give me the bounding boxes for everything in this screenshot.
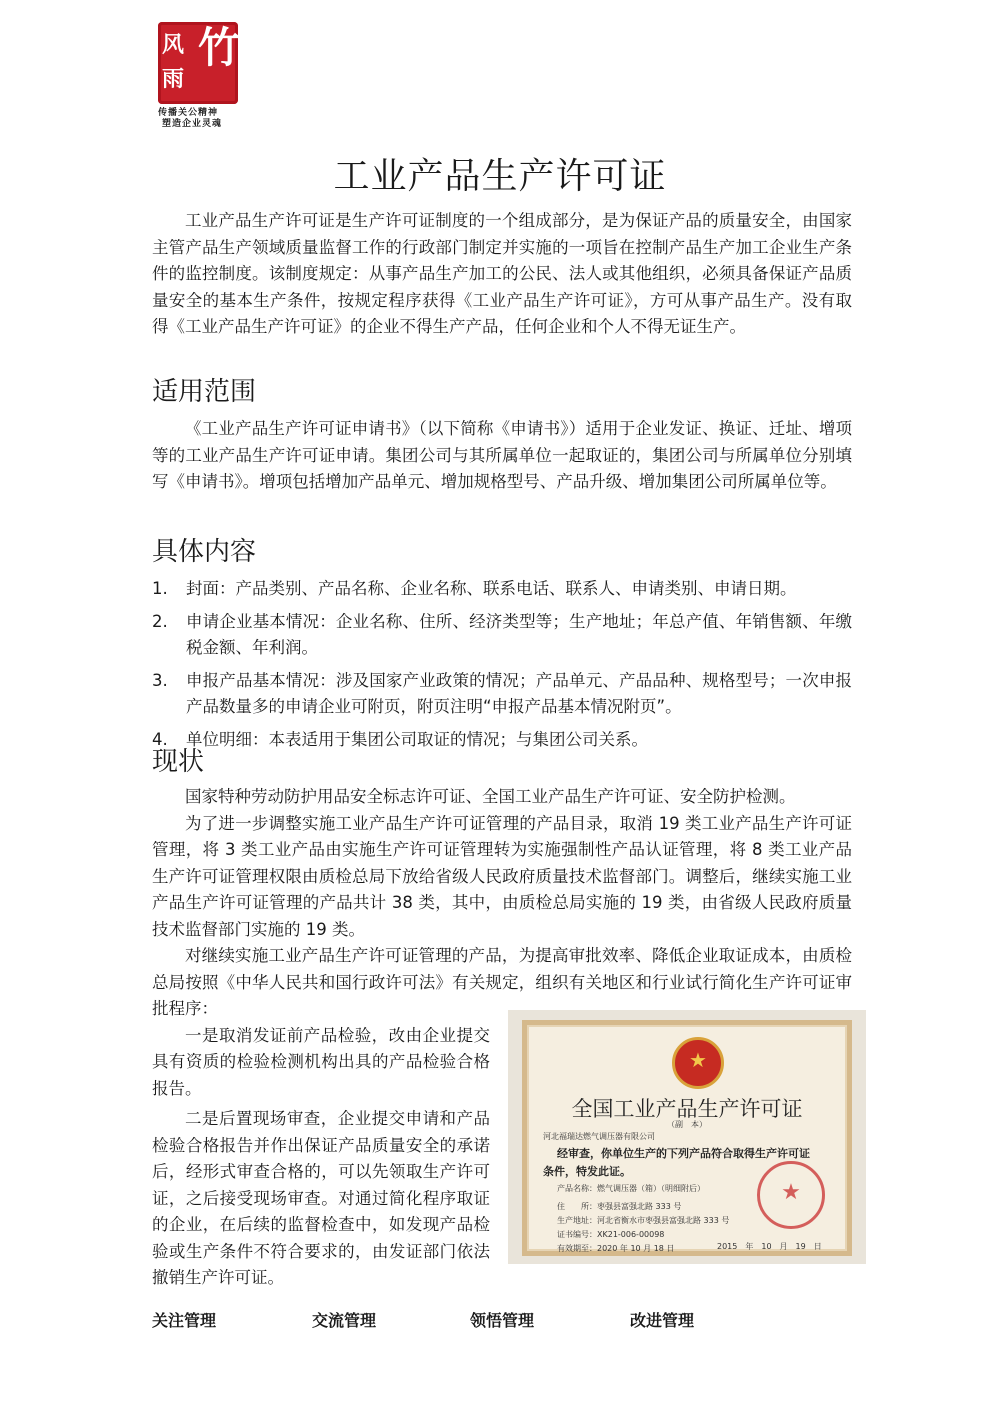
certificate [522,1020,852,1256]
official-stamp-icon: ★ [757,1161,825,1229]
list-number: 3. [152,670,168,690]
intro-paragraph: 工业产品生产许可证是生产许可证制度的一个组成部分，是为保证产品的质量安全，由国家主管产品生产领域质量监督工作的行政部门制定并实施的一项旨在控制产品生产加工企业生产条件的监控制度。该制度规定：从事产品生产加工的公民、法人或其他组织，必须具备保证产品质量安全的基本生产条件，按规定程序获得《工业产品生产许可证》，方可从事产品生产。没有取得《工业产品生产许可证》的企业不得生产产品，任何企业和个人不得无证生产。 [152,211,852,336]
logo-motto [158,108,240,130]
list-number: 2. [152,611,168,631]
seal-char: 风 [162,32,185,58]
list-number: 1. [152,579,168,598]
certificate-product: 产品名称：燃气调压器（箱）（明细附后） [557,1184,705,1193]
motto-line: 传播关公精神 [158,108,219,118]
certificate-production-address: 生产地址：河北省衡水市枣强县富强北路 333 号 [557,1216,730,1225]
details-section [152,532,852,759]
status-paragraph: 为了进一步调整实施工业产品生产许可证管理的产品目录，取消 19 类工业产品生产许可证管理，将 3 类工业产品由实施生产许可证管理转为实施强制性产品认证管理，将 8 类工业产品生产许可证管理权限由质检总局下放给省级人民政府质量技术监督部门。调整后，继续实施工业产品生产许可证管理的产品共计 38 类，其中，由质检总局实施的 19 类，由省级人民政府质量技术监督部门实施的 19 类。 [152,813,852,939]
seal-char: 雨 [162,66,185,92]
status-side-column [152,1023,490,1292]
status-paragraph: 对继续实施工业产品生产许可证管理的产品，为提高审批效率、降低企业取证成本，由质检总局按照《中华人民共和国行政许可法》有关规定，组织有关地区和行业试行简化生产许可证审批程序： [152,946,852,1018]
status-paragraph: 国家特种劳动防护用品安全标志许可证、全国工业产品生产许可证、安全防护检测。 [185,787,796,806]
certificate-statement: 条件，特发此证。 [543,1165,631,1178]
list-text: 封面：产品类别、产品名称、企业名称、联系电话、联系人、申请类别、申请日期。 [186,579,797,598]
footer-item: 改进管理 [630,1311,695,1330]
certificate-valid-until: 有效期至：2020 年 10 月 18 日 [557,1244,675,1253]
seal-char: 竹 [198,23,241,72]
certificate-address: 住 所：枣强县富强北路 333 号 [557,1202,682,1211]
list-text: 单位明细：本表适用于集团公司取证的情况；与集团公司关系。 [186,729,648,749]
certificate-statement: 经审查，你单位生产的下列产品符合取得生产许可证 [557,1147,810,1160]
list-text: 申请企业基本情况：企业名称、住所、经济类型等；生产地址；年总产值、年销售额、年缴税金额、年利润。 [186,611,852,657]
section-heading: 适用范围 [152,377,257,407]
logo [158,22,240,130]
certificate-title: 全国工业产品生产许可证 [571,1097,803,1121]
motto-line: 塑造企业灵魂 [162,119,223,129]
footer-item: 关注管理 [152,1311,217,1330]
footer [152,1308,852,1332]
intro-section [152,208,852,341]
list-item [152,668,852,721]
section-heading: 具体内容 [152,537,257,567]
footer-item: 领悟管理 [470,1311,535,1330]
scope-section [152,372,852,496]
certificate-issue-date: 2015 年 10 月 19 日 [717,1242,822,1251]
details-list [152,576,852,753]
certificate-photo [508,1010,866,1264]
status-paragraph: 一是取消发证前产品检验，改由企业提交具有资质的检验检测机构出具的产品检验合格报告。 [152,1025,490,1098]
page-title: 工业产品生产许可证 [333,156,667,197]
footer-item: 交流管理 [312,1311,377,1330]
status-paragraph: 二是后置现场审查，企业提交申请和产品检验合格报告并作出保证产品质量安全的承诺后，经形式审查合格的，可以先领取生产许可证，之后接受现场审查。对通过简化程序取证的企业，在后续的监督检查中，如发现产品检验或生产条件不符合要求的，由发证部门依法撤销生产许可证。 [152,1109,490,1287]
national-emblem-icon: ★ [672,1037,724,1089]
certificate-subtitle: （副 本） [667,1120,707,1129]
list-text: 申报产品基本情况：涉及国家产业政策的情况；产品单元、产品品种、规格型号；一次申报产品数量多的申请企业可附页，附页注明“申报产品基本情况附页”。 [186,670,852,716]
list-number: 4. [152,729,168,749]
section-heading: 现状 [152,747,205,777]
list-item [152,576,852,603]
list-item [152,609,852,662]
certificate-number: 证书编号：XK21-006-00098 [557,1230,665,1239]
seal-logo [158,22,241,104]
certificate-company: 河北福瑞达燃气调压器有限公司 [543,1132,655,1141]
scope-paragraph: 《工业产品生产许可证申请书》（以下简称《申请书》）适用于企业发证、换证、迁址、增项等的工业产品生产许可证申请。集团公司与其所属单位一起取证的，集团公司与所属单位分别填写《申请书》。增项包括增加产品单元、增加规格型号、产品升级、增加集团公司所属单位等。 [152,419,852,491]
